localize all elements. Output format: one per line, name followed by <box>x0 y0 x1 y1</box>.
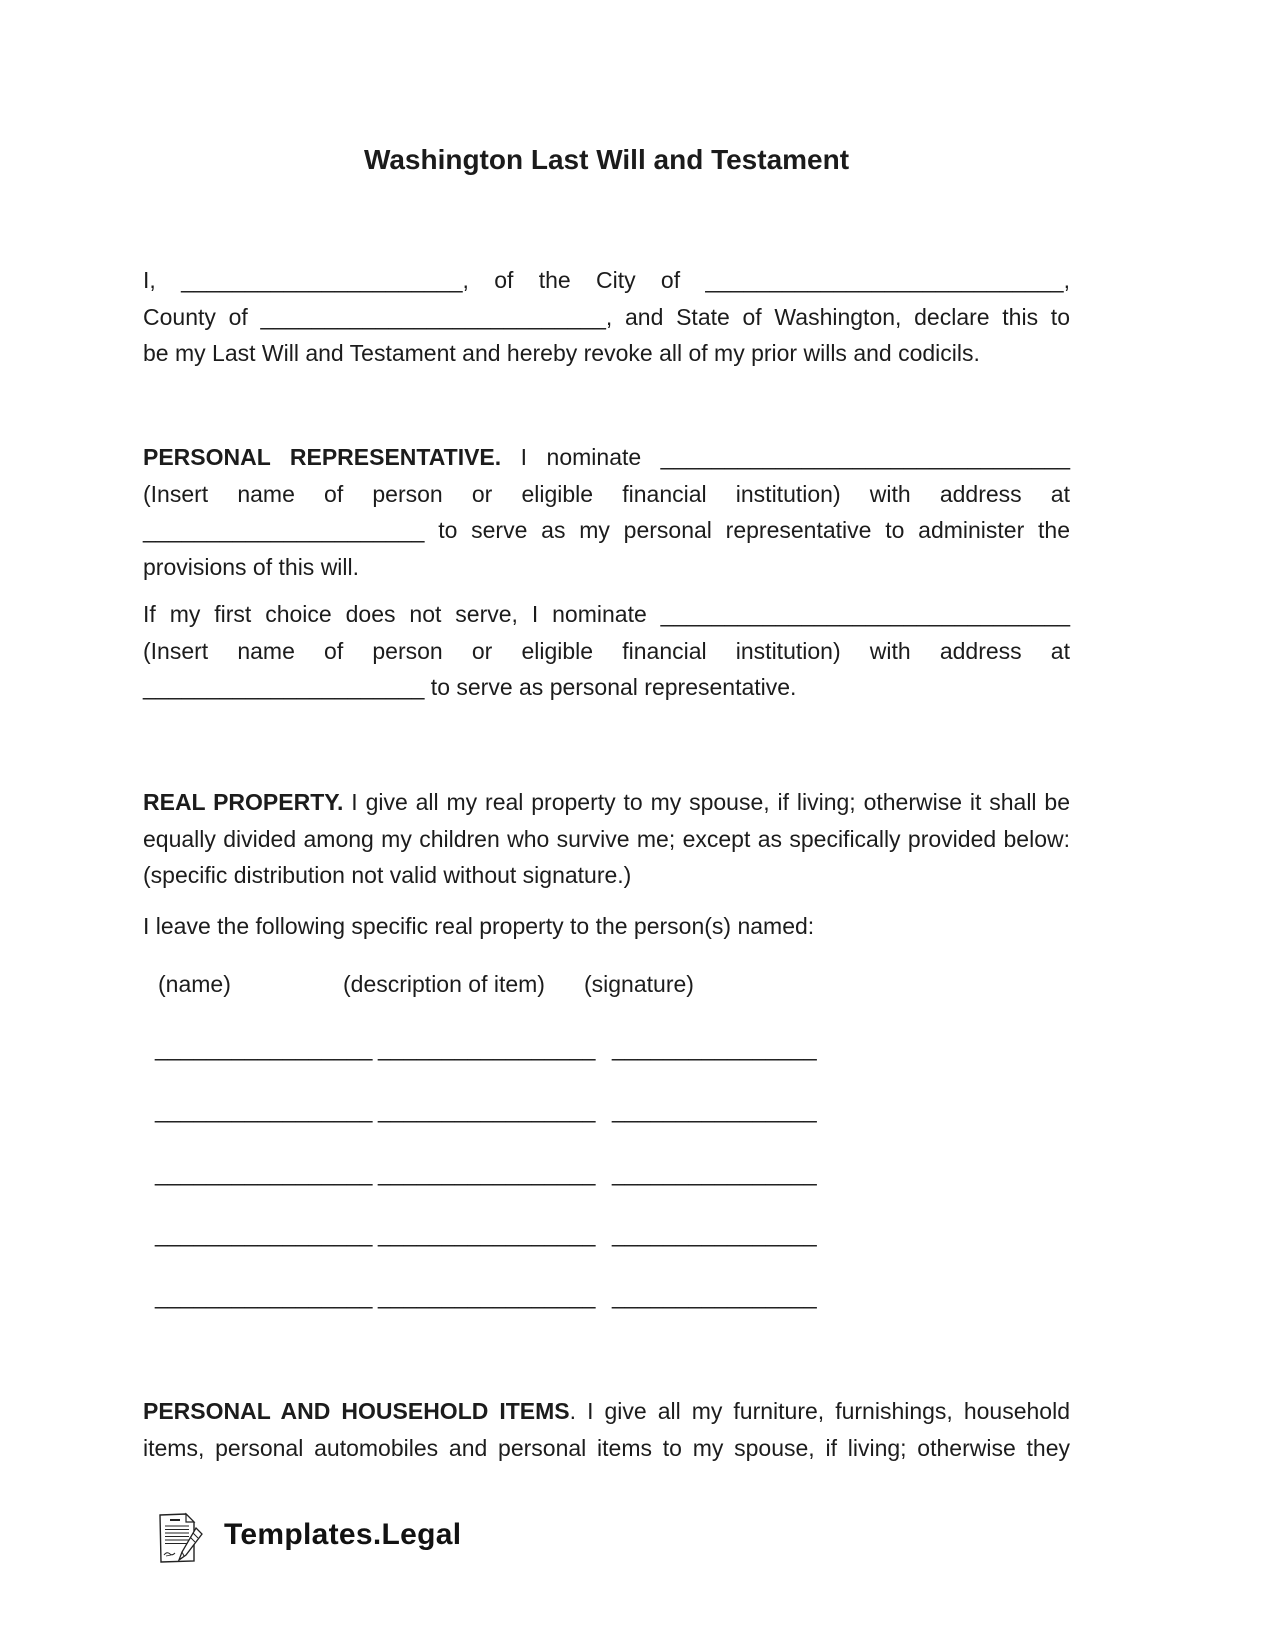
real-property-list-intro <box>143 908 1070 945</box>
alternate-representative-line-2: (Insert name of person or eligible financial institution) with address at <box>143 637 1070 664</box>
property-table-header-signature: (signature) <box>584 971 694 997</box>
document-title: Washington Last Will and Testament <box>363 144 850 175</box>
name-blank: _________________ <box>155 1283 373 1309</box>
templates-legal-logo[interactable] <box>152 1510 572 1580</box>
real-property-line-1-text: I give all my real property to my spouse, if living; otherwise it shall be <box>343 789 1070 815</box>
signature-blank: ________________ <box>612 1160 817 1186</box>
description-blank: _________________ <box>378 1283 596 1309</box>
household-items-line-2: items, personal automobiles and personal items to my spouse, if living; otherwise they <box>143 1434 1070 1461</box>
table-row <box>143 1030 1070 1067</box>
description-blank: _________________ <box>378 1221 596 1247</box>
personal-representative-paragraph <box>143 439 1070 585</box>
alternate-representative-line-1: If my first choice does not serve, I nominate ________________________________ <box>143 601 1070 627</box>
table-row <box>143 1278 1070 1315</box>
description-blank: _________________ <box>378 1160 596 1186</box>
alternate-representative-line-3: ______________________ to serve as personal representative. <box>143 674 797 700</box>
property-table-header-description: (description of item) <box>343 971 545 997</box>
household-items-heading: PERSONAL AND HOUSEHOLD ITEMS <box>143 1398 570 1424</box>
household-items-paragraph <box>143 1393 1070 1466</box>
household-items-line-1-text: . I give all my furniture, furnishings, household <box>569 1398 1070 1424</box>
real-property-line-1 <box>143 784 1070 821</box>
real-property-line-2: equally divided among my children who survive me; except as specifically provided below: <box>143 825 1070 852</box>
name-blank: _________________ <box>155 1160 373 1186</box>
personal-representative-line-2: (Insert name of person or eligible financial institution) with address at <box>143 480 1070 507</box>
name-blank: _________________ <box>155 1097 373 1123</box>
intro-paragraph <box>143 262 1070 372</box>
real-property-paragraph <box>143 784 1070 894</box>
name-blank: _________________ <box>155 1035 373 1061</box>
signature-blank: ________________ <box>612 1283 817 1309</box>
real-property-list-intro-line: I leave the following specific real property to the person(s) named: <box>143 913 815 939</box>
table-row <box>143 1155 1070 1192</box>
household-items-line-1 <box>143 1393 1070 1430</box>
real-property-line-3: (specific distribution not valid without signature.) <box>143 862 632 888</box>
description-blank: _________________ <box>378 1097 596 1123</box>
brand-name[interactable]: Templates.Legal <box>224 1518 462 1551</box>
name-blank: _________________ <box>155 1221 373 1247</box>
description-blank: _________________ <box>378 1035 596 1061</box>
intro-line-2: County of ___________________________, and State of Washington, declare this to <box>143 303 1070 330</box>
signature-blank: ________________ <box>612 1035 817 1061</box>
property-table-header <box>143 966 1070 1003</box>
table-row <box>143 1092 1070 1129</box>
intro-line-3: be my Last Will and Testament and hereby revoke all of my prior wills and codicils. <box>143 340 980 366</box>
document-pen-icon <box>152 1510 210 1573</box>
personal-representative-line-1-text: I nominate ________________________________ <box>501 444 1070 470</box>
signature-blank: ________________ <box>612 1221 817 1247</box>
personal-representative-heading: PERSONAL REPRESENTATIVE. <box>143 444 502 470</box>
real-property-heading: REAL PROPERTY. <box>143 789 344 815</box>
alternate-representative-paragraph <box>143 596 1070 706</box>
table-row <box>143 1216 1070 1253</box>
personal-representative-line-3: ______________________ to serve as my personal representative to administer the <box>143 517 1070 543</box>
property-table-header-name: (name) <box>158 971 231 997</box>
intro-line-1: I, ______________________, of the City of ____________________________, <box>143 267 1070 293</box>
signature-blank: ________________ <box>612 1097 817 1123</box>
personal-representative-line-4: provisions of this will. <box>143 553 360 580</box>
personal-representative-line-1 <box>143 439 1070 476</box>
